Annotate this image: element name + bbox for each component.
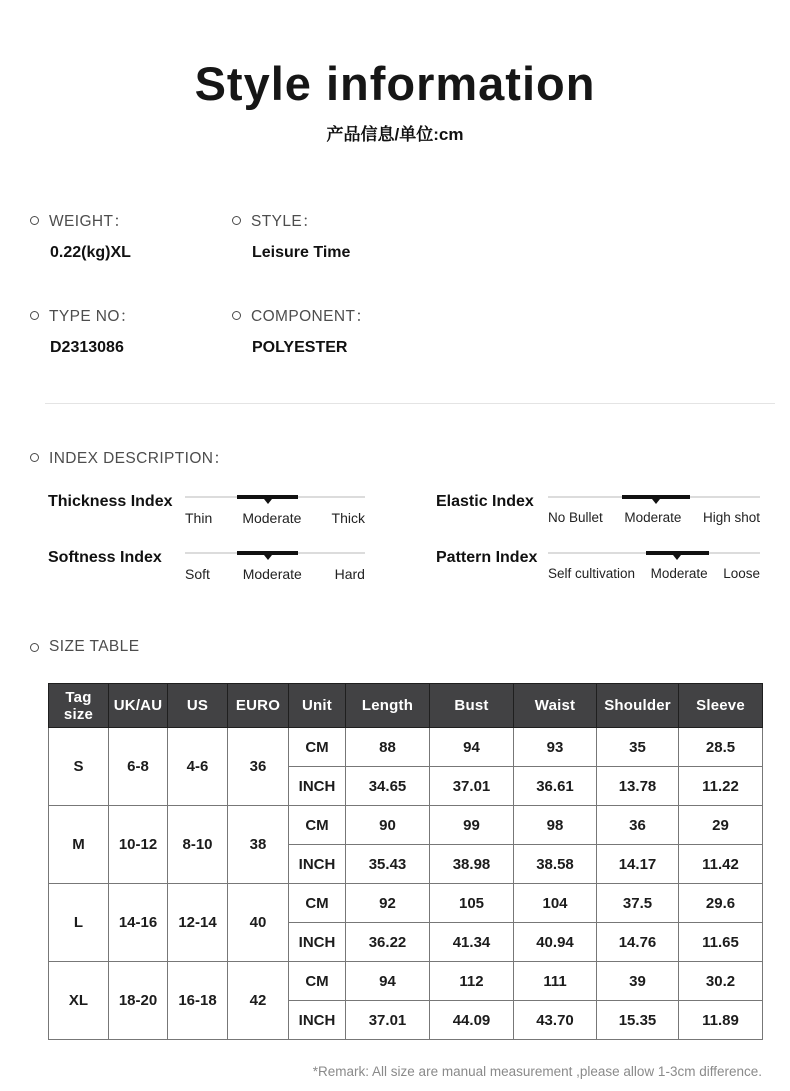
info-item-component [232, 304, 760, 357]
measure-cell: 29 [679, 806, 763, 845]
measure-cell: 41.34 [430, 923, 514, 962]
size-table-section [30, 638, 790, 1079]
measure-cell: 38.98 [430, 845, 514, 884]
table-header-cell: UK/AU [109, 684, 168, 728]
tag-size-cell: M [49, 806, 109, 884]
measure-cell: 35.43 [346, 845, 430, 884]
slider-active-segment [237, 551, 298, 555]
page-subtitle: 产品信息/单位:cm [326, 125, 464, 144]
measure-cell: 35 [597, 728, 679, 767]
table-row [49, 962, 763, 1001]
info-item-head [30, 209, 232, 231]
info-value: 0.22(kg)XL [50, 244, 131, 261]
unit-cell: CM [289, 728, 346, 767]
measure-cell: 92 [346, 884, 430, 923]
table-row [49, 728, 763, 767]
tick-label: Moderate [242, 510, 302, 526]
info-item-style [232, 209, 760, 262]
section-label: SIZE TABLE [49, 638, 140, 655]
uk-au-cell: 18-20 [109, 962, 168, 1040]
tick-label: Loose [723, 566, 760, 581]
unit-cell: INCH [289, 767, 346, 806]
us-cell: 8-10 [168, 806, 228, 884]
remark-note: *Remark: All size are manual measurement ,please allow 1-3cm difference. [312, 1064, 762, 1079]
info-item-head [30, 304, 232, 326]
slider-tick-labels [548, 510, 760, 525]
table-row [49, 806, 763, 845]
size-table-heading [30, 638, 790, 656]
measure-cell: 30.2 [679, 962, 763, 1001]
table-header-cell: US [168, 684, 228, 728]
size-table [48, 683, 763, 1040]
measure-cell: 11.65 [679, 923, 763, 962]
section-divider [45, 403, 775, 404]
measure-cell: 37.01 [346, 1001, 430, 1040]
size-table-body [49, 728, 763, 1040]
info-value: Leisure Time [252, 244, 351, 261]
tick-label: Thin [185, 510, 213, 526]
circle-bullet-icon [30, 643, 39, 652]
tag-size-cell: S [49, 728, 109, 806]
index-label: Softness Index [48, 549, 162, 566]
euro-cell: 36 [228, 728, 289, 806]
product-info-grid [30, 209, 760, 357]
tag-size-cell: L [49, 884, 109, 962]
index-label: Thickness Index [48, 493, 173, 510]
slider-track [185, 492, 365, 503]
measure-cell: 111 [514, 962, 597, 1001]
slider-track [185, 548, 365, 559]
section-label: INDEX DESCRIPTION： [49, 450, 230, 467]
measure-cell: 36.61 [514, 767, 597, 806]
uk-au-cell: 6-8 [109, 728, 168, 806]
tick-label: Moderate [624, 510, 682, 525]
index-sliders-grid [48, 492, 790, 582]
table-header-cell: Length [346, 684, 430, 728]
measure-cell: 112 [430, 962, 514, 1001]
measure-cell: 28.5 [679, 728, 763, 767]
measure-cell: 36 [597, 806, 679, 845]
measure-cell: 94 [346, 962, 430, 1001]
slider-tick-labels [185, 566, 365, 582]
slider-active-segment [646, 551, 710, 555]
measure-cell: 104 [514, 884, 597, 923]
measure-cell: 11.89 [679, 1001, 763, 1040]
table-header-cell: Waist [514, 684, 597, 728]
measure-cell: 88 [346, 728, 430, 767]
unit-cell: INCH [289, 1001, 346, 1040]
circle-bullet-icon [30, 311, 39, 320]
softness-index-slider [185, 548, 365, 582]
us-cell: 4-6 [168, 728, 228, 806]
measure-cell: 14.17 [597, 845, 679, 884]
unit-cell: CM [289, 962, 346, 1001]
circle-bullet-icon [232, 311, 241, 320]
unit-cell: CM [289, 884, 346, 923]
measure-cell: 105 [430, 884, 514, 923]
index-description-heading [30, 446, 790, 468]
measure-cell: 39 [597, 962, 679, 1001]
thickness-index-slider [185, 492, 365, 526]
slider-active-segment [622, 495, 690, 499]
measure-cell: 36.22 [346, 923, 430, 962]
slider-track [548, 548, 760, 559]
us-cell: 16-18 [168, 962, 228, 1040]
table-header-cell: Sleeve [679, 684, 763, 728]
us-cell: 12-14 [168, 884, 228, 962]
info-label: STYLE： [251, 213, 319, 230]
circle-bullet-icon [30, 216, 39, 225]
euro-cell: 42 [228, 962, 289, 1040]
index-row-pattern [436, 548, 760, 582]
table-header-cell: Shoulder [597, 684, 679, 728]
tick-label: High shot [702, 510, 760, 525]
tag-size-cell: XL [49, 962, 109, 1040]
measure-cell: 15.35 [597, 1001, 679, 1040]
euro-cell: 40 [228, 884, 289, 962]
page-header [0, 0, 790, 145]
info-item-head [232, 209, 760, 231]
tick-label: Self cultivation [548, 566, 636, 581]
table-header-cell: EURO [228, 684, 289, 728]
measure-cell: 99 [430, 806, 514, 845]
measure-cell: 98 [514, 806, 597, 845]
circle-bullet-icon [30, 453, 39, 462]
unit-cell: CM [289, 806, 346, 845]
index-row-softness [48, 548, 365, 582]
measure-cell: 11.42 [679, 845, 763, 884]
index-row-thickness [48, 492, 365, 526]
measure-cell: 93 [514, 728, 597, 767]
tick-label: Moderate [650, 566, 708, 581]
slider-track [548, 492, 760, 503]
measure-cell: 11.22 [679, 767, 763, 806]
info-label: TYPE NO： [49, 308, 136, 325]
tick-label: No Bullet [548, 510, 603, 525]
measure-cell: 43.70 [514, 1001, 597, 1040]
tick-label: Moderate [242, 566, 302, 582]
pattern-index-slider [548, 548, 760, 582]
tick-label: Hard [334, 566, 365, 582]
index-row-elastic [436, 492, 760, 526]
measure-cell: 38.58 [514, 845, 597, 884]
table-header-cell: Bust [430, 684, 514, 728]
measure-cell: 29.6 [679, 884, 763, 923]
info-label: WEIGHT： [49, 213, 130, 230]
uk-au-cell: 10-12 [109, 806, 168, 884]
info-item-weight [30, 209, 232, 262]
page-title: Style information [194, 57, 596, 110]
slider-active-segment [237, 495, 298, 499]
measure-cell: 94 [430, 728, 514, 767]
table-row [49, 884, 763, 923]
info-label: COMPONENT： [251, 308, 372, 325]
info-item-type-no [30, 304, 232, 357]
size-table-header-row [49, 684, 763, 728]
info-item-head [232, 304, 760, 326]
measure-cell: 44.09 [430, 1001, 514, 1040]
measure-cell: 40.94 [514, 923, 597, 962]
table-header-cell: Tag size [49, 684, 109, 728]
info-value: POLYESTER [252, 339, 348, 356]
slider-tick-labels [185, 510, 365, 526]
measure-cell: 14.76 [597, 923, 679, 962]
slider-tick-labels [548, 566, 760, 581]
unit-cell: INCH [289, 923, 346, 962]
info-value: D2313086 [50, 339, 124, 356]
tick-label: Soft [185, 566, 210, 582]
measure-cell: 13.78 [597, 767, 679, 806]
elastic-index-slider [548, 492, 760, 526]
measure-cell: 90 [346, 806, 430, 845]
euro-cell: 38 [228, 806, 289, 884]
circle-bullet-icon [232, 216, 241, 225]
index-description-section [30, 446, 790, 582]
measure-cell: 37.01 [430, 767, 514, 806]
unit-cell: INCH [289, 845, 346, 884]
size-table-wrap [48, 683, 762, 1079]
tick-label: Thick [331, 510, 365, 526]
measure-cell: 34.65 [346, 767, 430, 806]
index-label: Pattern Index [436, 549, 538, 566]
measure-cell: 37.5 [597, 884, 679, 923]
table-header-cell: Unit [289, 684, 346, 728]
uk-au-cell: 14-16 [109, 884, 168, 962]
index-label: Elastic Index [436, 493, 534, 510]
